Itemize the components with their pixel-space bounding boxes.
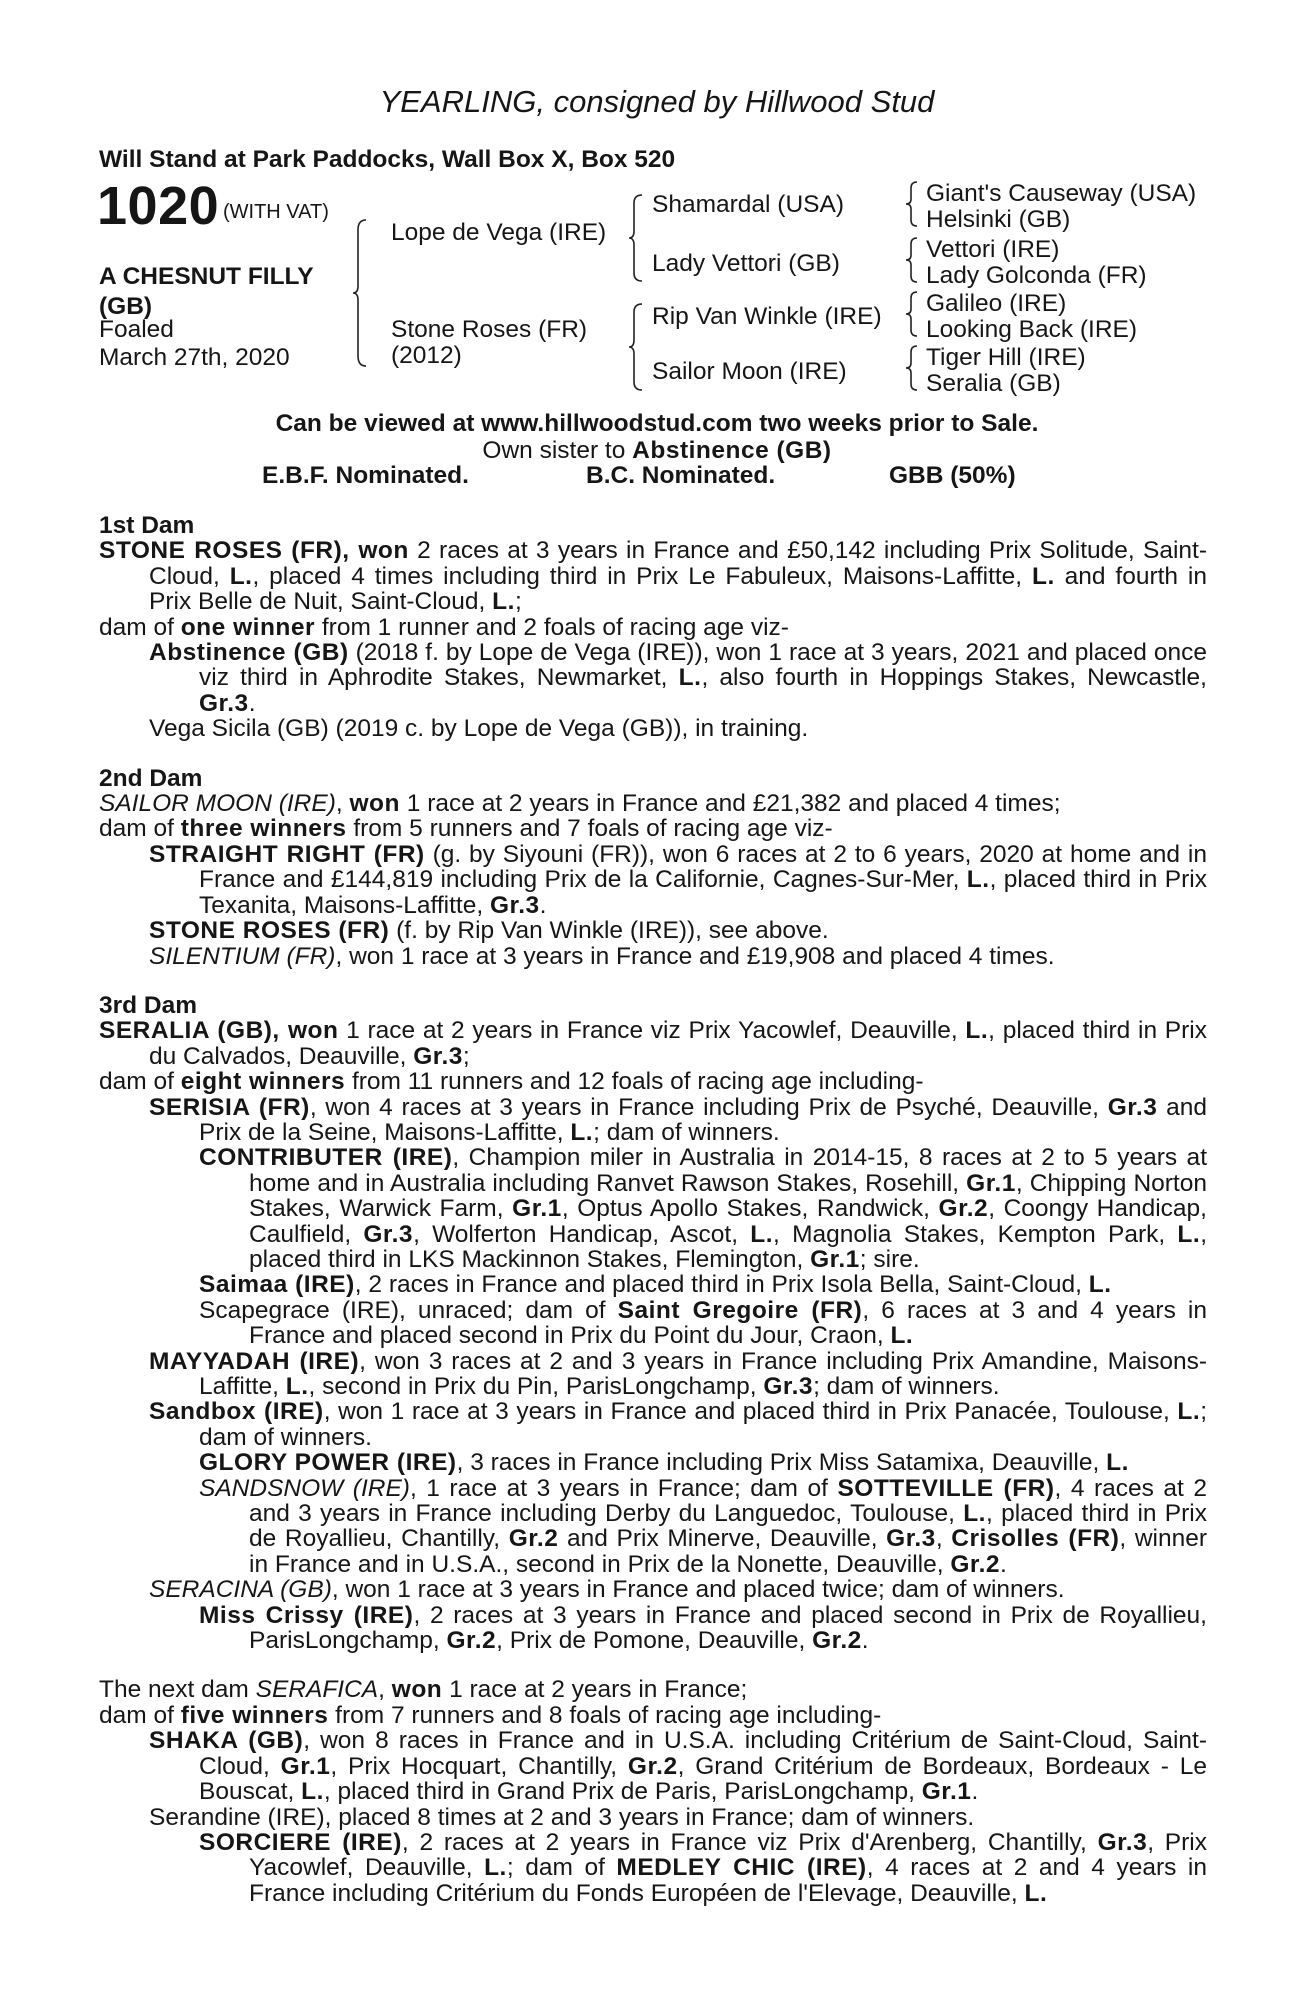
bold-text: Gr.1: [512, 1195, 562, 1223]
bold-text: Gr.3: [1097, 1828, 1148, 1856]
bold-text: Gr.2: [627, 1752, 678, 1780]
bold-text: SOTTEVILLE (FR): [837, 1474, 1055, 1502]
pedigree-dam-sire: Rip Van Winkle (IRE): [652, 303, 882, 330]
serisia-foal-contributer: [99, 1145, 1207, 1272]
text-run: , 2 races at 2 years in France viz Prix d'Arenberg, Chantilly,: [401, 1828, 1098, 1856]
text-run: , 4 races at 2 and 4 years in France including Critérium du Fonds Européen de l'Elevage, Deauville,: [249, 1854, 1207, 1907]
text-run: 1 race at 2 years in France and £21,382 and placed 4 times;: [399, 790, 1061, 818]
bold-text: L.: [484, 1854, 507, 1882]
bold-text: L.: [1177, 1220, 1201, 1248]
bold-text: L.: [1106, 1449, 1129, 1477]
bold-text: Gr.2: [938, 1195, 989, 1223]
third-dam-heading: 3rd Dam: [99, 991, 198, 1019]
second-dam-heading: 2nd Dam: [99, 764, 203, 792]
pedigree-dam: Stone Roses (FR): [391, 316, 588, 343]
bold-text: L.: [750, 1220, 774, 1248]
next-dam-foal-serandine: [99, 1805, 1207, 1830]
second-dam-foal-stone-roses: [99, 918, 1207, 943]
bold-text: Miss Crissy (IRE): [199, 1601, 414, 1629]
italic-text: SANDSNOW (IRE): [199, 1474, 410, 1502]
bold-text: Gr.1: [280, 1752, 331, 1780]
produce-record: [99, 513, 1207, 1906]
gbb-note: GBB (50%): [889, 462, 1016, 489]
next-dam-record: [99, 1677, 1207, 1702]
horse-line-1: A CHESNUT FILLY: [99, 263, 314, 290]
text-run: from 11 runners and 12 foals of racing age including-: [345, 1068, 924, 1096]
bold-text: Crisolles (FR): [951, 1525, 1120, 1553]
sandbox-foal-sandsnow: [99, 1476, 1207, 1578]
pedigree-sss: Giant's Causeway (USA): [926, 180, 1197, 207]
sandbox-foal-glory-power: [99, 1450, 1207, 1475]
text-run: .: [1000, 1550, 1007, 1578]
third-dam-foal-serisia: [99, 1095, 1207, 1146]
text-run: .: [861, 1627, 869, 1655]
first-dam-record: [99, 538, 1207, 614]
text-run: , Optus Apollo Stakes, Randwick,: [561, 1195, 939, 1223]
text-run: , Prix Hocquart, Chantilly,: [330, 1752, 628, 1780]
bold-text: L.: [965, 1017, 989, 1045]
bold-text: L.: [285, 1373, 309, 1400]
bold-text: Gr.1: [966, 1169, 1016, 1197]
text-run: dam of: [99, 815, 181, 843]
next-dam-foal-shaka: [99, 1728, 1207, 1804]
second-dam-foal-straight-right: [99, 842, 1207, 918]
bold-text: Gr.3: [1107, 1093, 1158, 1121]
bold-text: won: [391, 1676, 443, 1704]
pedigree-brace-sd: [904, 236, 922, 284]
text-run: (g. by Siyouni (FR)), won 6 races at 2 to 6 years, 2020 at home and in France and £144,819 including Prix de la Californie, Cagnes-Sur-Mer,: [199, 840, 1207, 894]
bold-text: Saint Gregoire (FR): [617, 1296, 863, 1324]
pedigree-brace-main: [352, 218, 372, 368]
bold-text: L.: [1032, 562, 1055, 590]
bold-text: SERISIA (FR): [149, 1093, 310, 1121]
first-dam-foal-abstinence: [99, 640, 1207, 716]
pedigree-dam-dam: Sailor Moon (IRE): [652, 358, 847, 385]
bold-text: L.: [570, 1118, 594, 1146]
foaled-label: Foaled: [99, 316, 174, 343]
bold-text: L.: [963, 1500, 986, 1528]
text-run: dam of: [99, 613, 181, 641]
own-sister-prefix: Own sister to: [482, 437, 633, 464]
text-run: , won 1 race at 3 years in France and placed twice; dam of winners.: [331, 1576, 1065, 1604]
bold-text: Gr.2: [446, 1627, 497, 1655]
text-run: ,: [935, 1525, 952, 1553]
text-run: , second in Prix du Pin, ParisLongchamp,: [308, 1373, 764, 1400]
pedigree-brace-ds: [904, 290, 922, 338]
pedigree-brace-sire: [628, 193, 648, 283]
foaled-date: March 27th, 2020: [99, 344, 290, 371]
bold-text: Gr.3: [763, 1373, 814, 1400]
pedigree-brace-dam: [628, 302, 648, 392]
third-dam-foal-mayyadah: [99, 1349, 1207, 1400]
text-run: .: [539, 891, 547, 919]
italic-text: SILENTIUM (FR): [149, 942, 336, 970]
bold-text: L.: [1088, 1271, 1112, 1299]
text-run: .: [248, 689, 256, 717]
bold-text: Gr.2: [950, 1550, 1001, 1578]
horse-description: [99, 262, 314, 322]
pedigree-dsd: Looking Back (IRE): [926, 316, 1138, 343]
italic-text: SERACINA (GB): [149, 1576, 332, 1604]
bold-text: one winner: [180, 613, 316, 641]
bold-text: STONE ROSES (FR), won: [99, 537, 409, 565]
text-run: (f. by Rip Van Winkle (IRE)), see above.: [389, 917, 829, 945]
bold-text: L.: [492, 588, 515, 616]
text-run: ;: [462, 1042, 470, 1070]
third-dam-produce-summary: [99, 1069, 1207, 1094]
text-run: ; dam of winners.: [593, 1118, 780, 1146]
bold-text: Gr.3: [413, 1042, 463, 1070]
vat-note: (WITH VAT): [223, 201, 329, 223]
bold-text: eight winners: [180, 1068, 346, 1096]
text-run: , placed third in Prix de Royallieu, Chantilly,: [249, 1500, 1207, 1553]
text-run: , placed third in LKS Mackinnon Stakes, Flemington,: [249, 1220, 1207, 1273]
text-run: , winner in France and in U.S.A., second in Prix de la Nonette, Deauville,: [249, 1525, 1208, 1578]
text-run: , won 4 races at 3 years in France including Prix de Psyché, Deauville,: [309, 1093, 1108, 1121]
text-run: , won 1 race at 3 years in France and £19,908 and placed 4 times.: [335, 942, 1055, 970]
bold-text: L.: [229, 562, 253, 590]
text-run: .: [971, 1778, 979, 1806]
text-run: and Prix de la Seine, Maisons-Laffitte,: [199, 1093, 1207, 1146]
bold-text: SORCIERE (IRE): [199, 1828, 402, 1856]
text-run: , placed third in Prix Texanita, Maisons-Laffitte,: [199, 866, 1207, 919]
text-run: ,: [378, 1676, 392, 1704]
bold-text: SERALIA (GB), won: [99, 1017, 339, 1045]
text-run: 1 race at 2 years in France viz Prix Yacowlef, Deauville,: [338, 1017, 966, 1045]
bold-text: Gr.2: [812, 1627, 862, 1655]
bold-text: Gr.3: [489, 891, 540, 919]
bold-text: five winners: [180, 1701, 329, 1729]
text-run: ;: [514, 588, 522, 616]
text-run: , Magnolia Stakes, Kempton Park,: [773, 1220, 1178, 1248]
text-run: , Champion miler in Australia in 2014-15, 8 races at 2 to 5 years at home and in Australia including Ranvet Rawson Stakes, Rosehill,: [249, 1144, 1207, 1197]
bold-text: L.: [1024, 1879, 1048, 1907]
bold-text: three winners: [180, 815, 347, 843]
text-run: and Prix Minerve, Deauville,: [558, 1525, 887, 1553]
bold-text: L.: [966, 866, 990, 894]
text-run: , Wolferton Handicap, Ascot,: [413, 1220, 751, 1248]
text-run: , 3 races in France including Prix Miss Satamixa, Deauville,: [456, 1449, 1107, 1477]
text-run: (2018 f. by Lope de Vega (IRE)), won 1 race at 3 years, 2021 and placed once viz third in Aphrodite Stakes, Newmarket,: [199, 639, 1208, 692]
viewing-note: Can be viewed at www.hillwoodstud.com two weeks prior to Sale.: [275, 410, 1039, 437]
bold-text: MEDLEY CHIC (IRE): [616, 1854, 867, 1882]
bold-text: L.: [890, 1322, 914, 1350]
serisia-foal-saimaa: [99, 1272, 1207, 1297]
second-dam-produce-summary: [99, 816, 1207, 841]
text-run: 2 races at 3 years in France and £50,142 including Prix Solitude, Saint-Cloud,: [149, 537, 1208, 590]
text-run: and fourth in Prix Belle de Nuit, Saint-Cloud,: [149, 562, 1207, 616]
pedigree-sire: Lope de Vega (IRE): [391, 219, 607, 246]
text-run: ,: [335, 790, 350, 818]
serisia-foal-scapegrace: [99, 1298, 1207, 1349]
third-dam-record: [99, 1018, 1207, 1069]
text-run: , 2 races at 3 years in France and placed second in Prix de Royallieu, ParisLongchamp,: [249, 1601, 1207, 1655]
pedigree-dam-year: (2012): [391, 342, 462, 369]
text-run: , 4 races at 2 and 3 years in France including Derby du Languedoc, Toulouse,: [249, 1474, 1208, 1528]
text-run: dam of: [99, 1068, 181, 1096]
first-dam-produce-summary: [99, 615, 1207, 640]
text-run: , Grand Critérium de Bordeaux, Bordeaux - Le Bouscat,: [199, 1752, 1207, 1806]
bold-text: Gr.3: [199, 689, 249, 717]
text-run: , 2 races in France and placed third in Prix Isola Bella, Saint-Cloud,: [354, 1271, 1089, 1299]
bold-text: won: [349, 790, 400, 818]
text-run: Vega Sicila (GB) (2019 c. by Lope de Vega (GB)), in training.: [149, 715, 809, 743]
first-dam-foal-vega-sicila: [99, 716, 1207, 741]
stand-location: Will Stand at Park Paddocks, Wall Box X, Box 520: [99, 146, 676, 173]
bold-text: L.: [301, 1778, 324, 1806]
text-run: , Chipping Norton Stakes, Warwick Farm,: [249, 1169, 1207, 1223]
text-run: , 1 race at 3 years in France; dam of: [409, 1474, 838, 1502]
text-run: ; dam of: [506, 1854, 617, 1882]
text-run: dam of: [99, 1701, 181, 1729]
second-dam-foal-silentium: [99, 944, 1207, 969]
pedigree-ssd: Helsinki (GB): [926, 206, 1071, 233]
next-dam-produce-summary: [99, 1703, 1207, 1728]
text-run: , Prix de Pomone, Deauville,: [496, 1627, 813, 1655]
italic-text: SAILOR MOON (IRE): [99, 790, 336, 818]
lot-number: 1020: [97, 176, 220, 236]
bold-text: Gr.2: [508, 1525, 559, 1553]
text-run: , placed 4 times including third in Prix Le Fabuleux, Maisons-Laffitte,: [252, 562, 1032, 590]
bold-text: Abstinence (GB): [149, 639, 349, 667]
text-run: , placed third in Prix du Calvados, Deauville,: [149, 1017, 1207, 1070]
text-run: , won 8 races in France and in U.S.A. including Critérium de Saint-Cloud, Saint-Cloud,: [199, 1727, 1207, 1780]
pedigree-dds: Tiger Hill (IRE): [926, 344, 1086, 371]
bold-text: Saimaa (IRE): [199, 1271, 355, 1299]
pedigree-sire-dam: Lady Vettori (GB): [652, 250, 840, 277]
pedigree-dss: Galileo (IRE): [926, 290, 1067, 317]
serandine-foal-sorciere: [99, 1830, 1207, 1906]
seracina-foal-miss-crissy: [99, 1603, 1207, 1654]
second-dam-record: [99, 791, 1207, 816]
bold-text: Gr.3: [363, 1220, 414, 1248]
bold-text: Sandbox (IRE): [149, 1398, 324, 1426]
text-run: , placed third in Grand Prix de Paris, ParisLongchamp,: [323, 1778, 922, 1806]
text-run: Scapegrace (IRE), unraced; dam of: [199, 1296, 618, 1324]
text-run: , Coongy Handicap, Caulfield,: [249, 1195, 1207, 1248]
third-dam-foal-seracina: [99, 1577, 1207, 1602]
bold-text: STONE ROSES (FR): [149, 917, 390, 945]
bold-text: Gr.3: [886, 1525, 936, 1553]
text-run: ; dam of winners.: [813, 1373, 1000, 1400]
first-dam-heading: 1st Dam: [99, 512, 195, 539]
text-run: Serandine (IRE), placed 8 times at 2 and 3 years in France; dam of winners.: [149, 1803, 975, 1831]
bold-text: L.: [678, 664, 702, 692]
text-run: ; sire.: [859, 1245, 920, 1273]
pedigree-sire-sire: Shamardal (USA): [652, 191, 844, 218]
bold-text: STRAIGHT RIGHT (FR): [149, 840, 425, 868]
third-dam-foal-sandbox: [99, 1399, 1207, 1450]
horse-line-2: (GB): [99, 293, 153, 320]
bold-text: SHAKA (GB): [149, 1727, 304, 1755]
catalogue-title: YEARLING, consigned by Hillwood Stud: [379, 84, 935, 119]
pedigree-brace-ss: [904, 180, 922, 228]
bc-nomination: B.C. Nominated.: [586, 462, 776, 489]
text-run: , won 1 race at 3 years in France and placed third in Prix Panacée, Toulouse,: [323, 1398, 1178, 1426]
bold-text: L.: [1177, 1398, 1201, 1426]
bold-text: Gr.1: [921, 1778, 972, 1806]
bold-text: Gr.1: [810, 1245, 860, 1273]
own-sister-name: Abstinence (GB): [632, 437, 832, 464]
bold-text: MAYYADAH (IRE): [149, 1347, 360, 1375]
text-run: ; dam of winners.: [199, 1398, 1207, 1451]
text-run: from 7 runners and 8 foals of racing age including-: [328, 1701, 882, 1729]
text-run: , 6 races at 3 and 4 years in France and placed second in Prix du Point du Jour, Craon,: [249, 1296, 1207, 1350]
text-run: from 1 runner and 2 foals of racing age viz-: [315, 613, 789, 641]
pedigree-sdd: Lady Golconda (FR): [926, 262, 1147, 289]
text-run: , Prix Yacowlef, Deauville,: [249, 1828, 1208, 1882]
foaled-info: [99, 316, 290, 372]
bold-text: GLORY POWER (IRE): [199, 1449, 457, 1477]
text-run: , won 3 races at 2 and 3 years in France including Prix Amandine, Maisons-Laffitte,: [199, 1347, 1207, 1400]
pedigree-brace-dd: [904, 344, 922, 392]
own-sister-note: [0, 437, 1314, 465]
pedigree-ddd: Seralia (GB): [926, 370, 1061, 397]
text-run: from 5 runners and 7 foals of racing age viz-: [346, 815, 833, 843]
bold-text: CONTRIBUTER (IRE): [199, 1144, 453, 1172]
text-run: , also fourth in Hoppings Stakes, Newcastle,: [701, 664, 1207, 692]
italic-text: SERAFICA: [255, 1676, 379, 1704]
pedigree-sds: Vettori (IRE): [926, 236, 1060, 263]
text-run: The next dam: [99, 1676, 256, 1704]
text-run: 1 race at 2 years in France;: [442, 1676, 748, 1704]
ebf-nomination: E.B.F. Nominated.: [262, 462, 469, 489]
